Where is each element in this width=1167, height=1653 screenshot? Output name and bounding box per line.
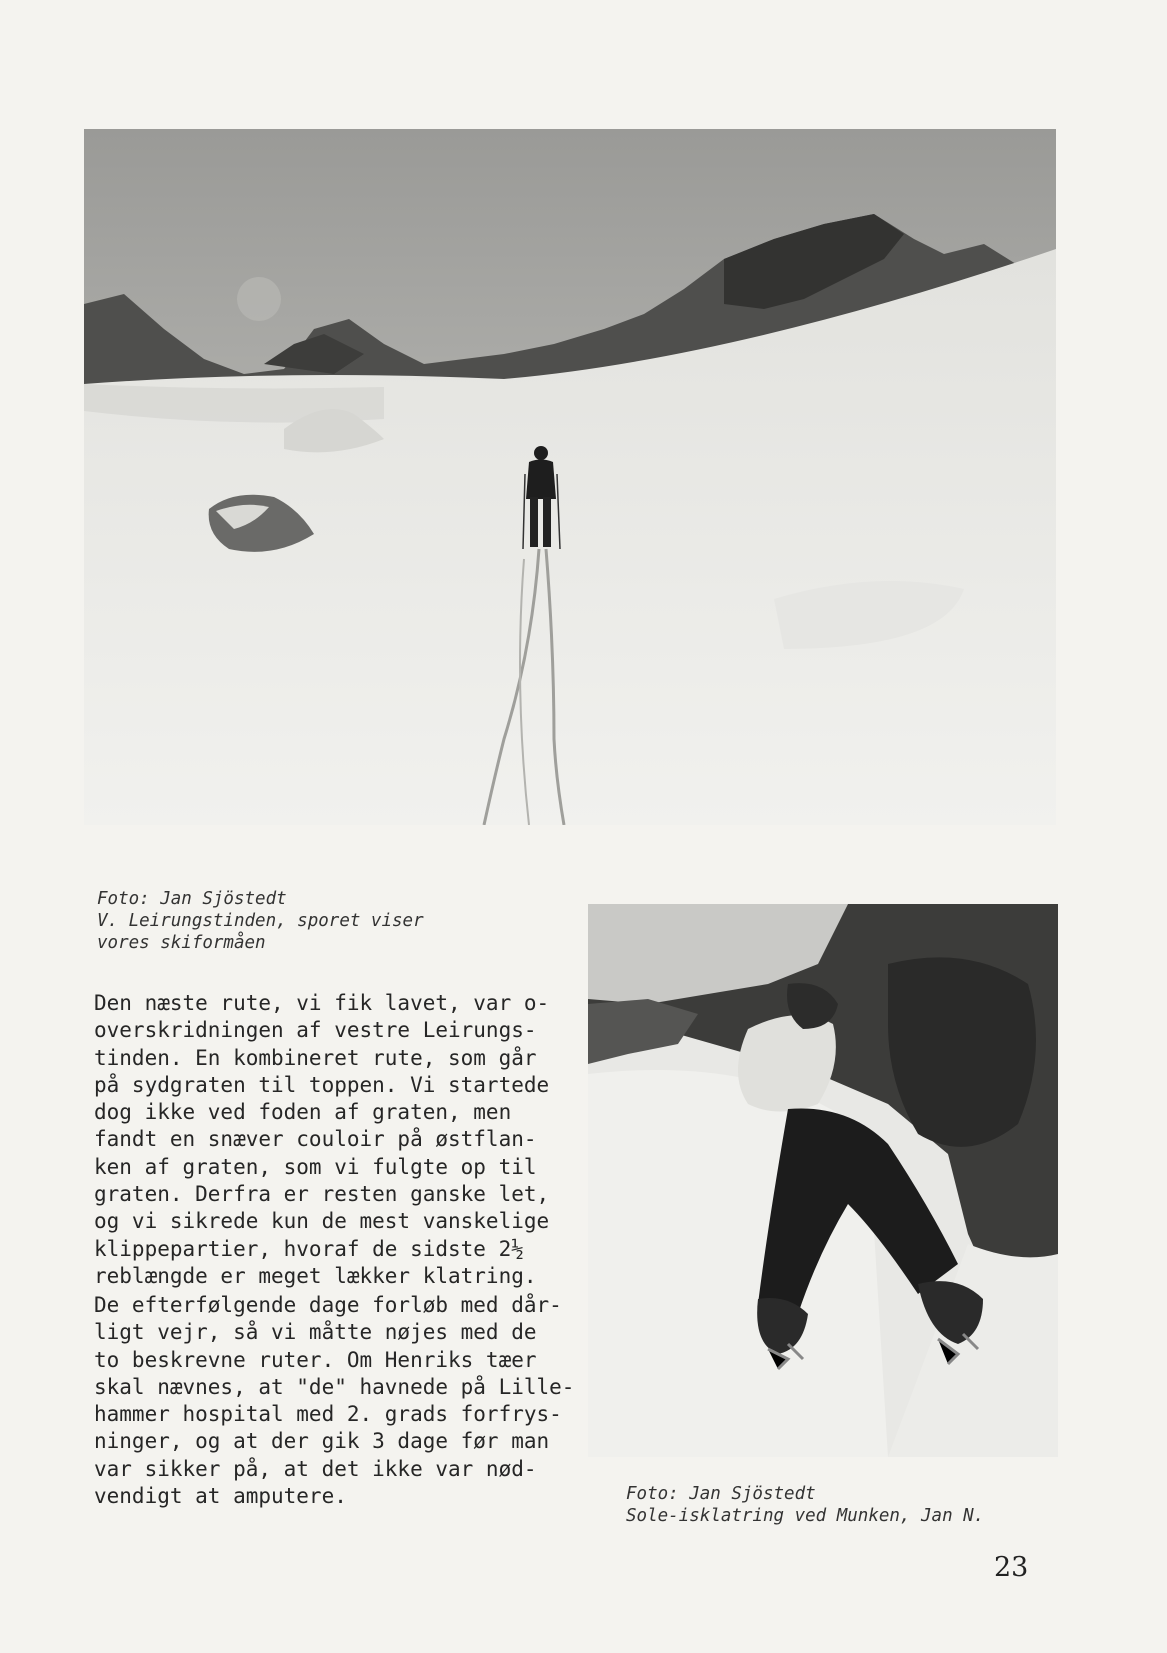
photo-caption-top [97,888,424,954]
article-paragraph-1 [94,990,549,1290]
page-number: 23 [994,1552,1029,1583]
caption-line: V. Leirungstinden, sporet viser [97,911,424,931]
text-line: ninger, og at der gik 3 dage før man [94,1429,550,1454]
photo-ice-climbing [588,904,1058,1457]
ice-climbing-image [588,904,1058,1457]
caption-line: vores skiformåen [97,933,266,953]
text-line: på sydgraten til toppen. Vi startede [94,1072,550,1097]
text-line: graten. Derfra er resten ganske let, [94,1182,550,1207]
text-line: De efterfølgende dage forløb med dår- [94,1293,562,1317]
text-line: var sikker på, at det ikke var nød- [94,1456,537,1481]
text-line: ken af graten, som vi fulgte op til [94,1154,537,1179]
text-line: overskridningen af vestre Leirungs- [94,1018,537,1043]
caption-line: Sole-isklatring ved Munken, Jan N. [626,1506,985,1526]
text-line: to beskrevne ruter. Om Henriks tæer [94,1347,537,1372]
text-line: klippepartier, hvoraf de sidste 2½ [94,1236,524,1261]
photo-skier-snowfield [84,129,1056,825]
caption-credit: Foto: Jan Sjöstedt [97,889,287,909]
text-line: reblængde er meget lækker klatring. [94,1263,537,1288]
caption-credit: Foto: Jan Sjöstedt [626,1484,816,1504]
text-line: skal nævnes, at "de" havnede på Lille- [94,1374,575,1399]
text-line: Den næste rute, vi fik lavet, var o- [94,991,550,1015]
text-line: fandt en snæver couloir på østflan- [94,1127,537,1152]
text-line: og vi sikrede kun de mest vanskelige [94,1209,550,1234]
skier-snowfield-image [84,129,1056,825]
text-line: hammer hospital med 2. grads forfrys- [94,1402,562,1427]
photo-caption-bottom [626,1483,984,1527]
article-paragraph-2 [94,1292,574,1510]
text-line: tinden. En kombineret rute, som går [94,1045,537,1070]
text-line: vendigt at amputere. [94,1484,347,1509]
text-line: ligt vejr, så vi måtte nøjes med de [94,1320,537,1345]
text-line: dog ikke ved foden af graten, men [94,1100,512,1125]
